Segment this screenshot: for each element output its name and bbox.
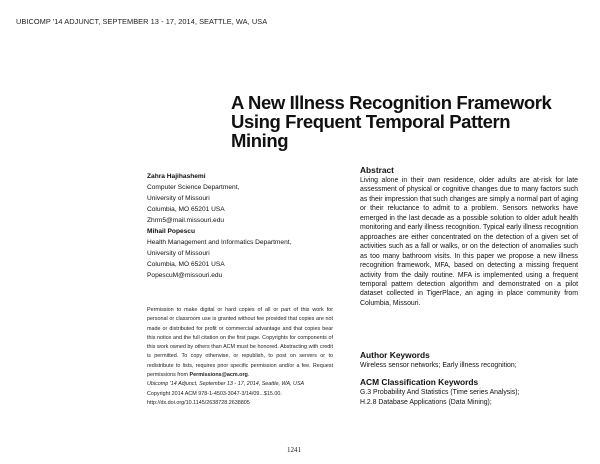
- abstract-heading: Abstract: [360, 165, 394, 175]
- author-email: PopescuM@missouri.edu: [147, 272, 223, 279]
- title-line: Using Frequent Temporal Pattern: [231, 111, 511, 132]
- copyright-line: Copyright 2014 ACM 978-1-4503-3047-3/14/09...$15.00.: [147, 390, 282, 397]
- permission-text: Permission to make digital or hard copies of all or part of this work for personal or classroom use is granted without fee provided that copies are not made or distributed for profit or commercial advantage and that copies bear this notice and the full citation on the first page. Copyrights for components of this work owned by others than ACM must be honored. Abstracting with credit is permitted. To copy otherwise, or republish, to post on servers or to redistribute to lists, requires prior specific permission and/or a fee. Request permissions from: [147, 307, 333, 379]
- title-line: Mining: [231, 130, 289, 151]
- author-location: Columbia, MO 65201 USA: [147, 206, 225, 213]
- author-keywords-text: Wireless sensor networks; Early illness recognition;: [360, 362, 517, 369]
- author-block-1: [147, 171, 239, 226]
- venue-line: Ubicomp '14 Adjunct, September 13 - 17, 2014, Seattle, WA, USA: [147, 381, 305, 388]
- doi-line: http://dx.doi.org/10.1145/2638728.2638805: [147, 399, 250, 406]
- author-keywords-heading: Author Keywords: [360, 350, 430, 360]
- acm-classification-heading: ACM Classification Keywords: [360, 377, 479, 387]
- author-location: Columbia, MO 65201 USA: [147, 261, 225, 268]
- author-name: Mihail Popescu: [147, 228, 195, 235]
- page-number: 1241: [287, 446, 301, 454]
- title-line: A New Illness Recognition Framework: [231, 92, 552, 113]
- permission-notice: [147, 306, 333, 408]
- paper-title: [231, 93, 571, 150]
- abstract-text: Living alone in their own residence, older adults are at-risk for late assessment of physical or cognitive changes due to many factors such as their impression that such changes are simply a normal part of aging or their reluctance to admit to a problem. Sensors networks have emerged in the last decade as a possible solution to older adult health monitoring and early illness recognition. Typical early illness recognition approaches are either concentrated on the detection of a given set of activities such as a fall or walks, or on the detection of anomalies such as too many bathroom visits. In this paper we propose a new illness recognition framework, MFA, based on detecting a missing frequent activity from the daily routine. MFA is implemented using a frequent temporal pattern detection algorithm and demonstrated on a pilot dataset collected in TigerPlace, an aging in place community from Columbia, Missouri.: [360, 177, 578, 307]
- running-header: UBICOMP '14 ADJUNCT, SEPTEMBER 13 - 17, 2014, SEATTLE, WA, USA: [16, 17, 268, 26]
- permission-end: .: [247, 372, 250, 379]
- author-organization: University of Missouri: [147, 195, 210, 202]
- author-organization: University of Missouri: [147, 250, 210, 257]
- classification-line: H.2.8 Database Applications (Data Mining);: [360, 399, 492, 406]
- author-block-2: [147, 226, 291, 281]
- author-department: Health Management and Informatics Department,: [147, 239, 292, 246]
- author-name: Zahra Hajihashemi: [147, 173, 206, 180]
- author-department: Computer Science Department,: [147, 184, 240, 191]
- permission-email: Permissions@acm.org: [189, 372, 248, 379]
- author-email: Zhrm5@mail.missouri.edu: [147, 217, 225, 224]
- classification-line: G.3 Probability And Statistics (Time series Analysis);: [360, 389, 520, 396]
